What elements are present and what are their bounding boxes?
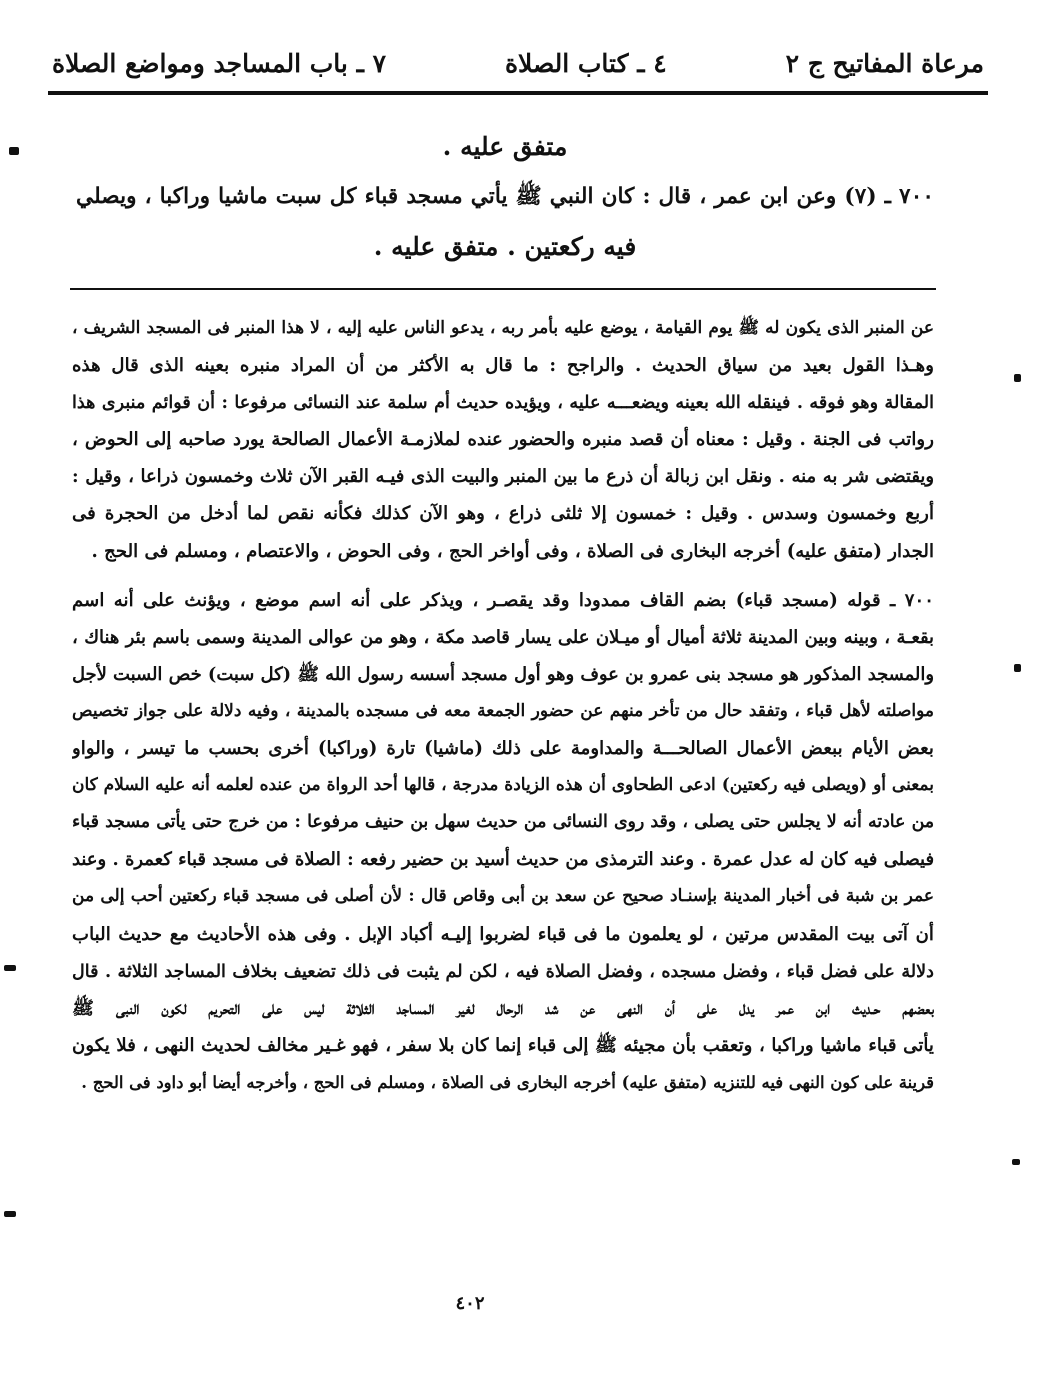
commentary-line: يأتى قباء ماشيا وراكبا ، وتعقب بأن مجيئه ﷺ إلى قباء إنما كان بلا سفر ، فهو غـير مخالف لحديث النهى ، فلا يكون: [72, 1034, 934, 1056]
page-number: ٤٠٢: [455, 1293, 485, 1314]
book-title: مرعاة المفاتيح ج ٢: [785, 48, 984, 78]
commentary-line: مواصلته لأهل قباء ، وتفقد حال من تأخر منهم عن حضور الجمعة معه فى مسجده بالمدينة ، وفيه دلالة على جواز تخصيص: [72, 700, 934, 721]
margin-mark: [1012, 1159, 1020, 1165]
commentary-line: بقعـة ، وبينه وبين المدينة ثلاثة أميال أو ميـلان على يسار قاصد مكة ، وهو من عوالى المدينة وسمى باسم بئر هناك ،: [72, 626, 934, 648]
commentary-line: من عادته أنه لا يجلس حتى يصلى ، وقد روى النسائى من حديث سهل بن حنيف مرفوعا : من خرج حتى يأتى مسجد قباء: [72, 812, 934, 833]
commentary-line: قرينة على كون النهى فيه للتنزيه (متفق عليه) أخرجه البخارى فى الصلاة ، ومسلم فى الحج ، وأخرجه أيضا أبو داود فى الحج .: [81, 1072, 934, 1092]
commentary: [72, 310, 934, 1101]
commentary-line: عمر بن شبة فى أخبار المدينة بإسنـاد صحيح عن سعد بن أبى وقاص قال : لأن أصلى فى مسجد قباء ركعتين أحب إلى من: [72, 886, 934, 907]
commentary-line: وهـذا القول بعيد من سياق الحديث . والراجح : ما قال به الأكثر من أن المراد منبره بعينه الذى قال هذه: [72, 355, 934, 377]
commentary-line: والمسجد المذكور هو مسجد بنى عمرو بن عوف وهو أول مسجد أسسه رسول الله ﷺ (كل سبت) خص السبت لأجل: [72, 663, 934, 685]
commentary-line: ٧٠٠ ـ قوله (مسجد قباء) بضم القاف ممدودا وقد يقصـر ، ويذكر على أنه اسم موضع ، ويؤنث على أنه اسم: [72, 589, 934, 611]
main-text-line: ٧٠٠ ـ (٧) وعن ابن عمر ، قال : كان النبي ﷺ يأتي مسجد قباء كل سبت ماشيا وراكبا ، ويصلي: [76, 184, 934, 209]
commentary-line: دلالة على فضل قباء ، وفضل مسجده ، وفضل الصلاة فيه ، لكن لم يثبت فى ذلك تضعيف بخلاف المساجد الثلاثة . قال: [72, 960, 934, 982]
kitab-title: ٤ ـ كتاب الصلاة: [504, 48, 667, 78]
bab-title: ٧ ـ باب المساجد ومواضع الصلاة: [52, 48, 387, 78]
running-header: [52, 40, 984, 86]
paragraph-gap: [72, 570, 934, 582]
commentary-line: أربع وخمسون وسدس . وقيل : خمسون إلا ثلثى ذراع ، وهو الآن كذلك فكأنه نقص لما أدخل من الحجرة فى: [72, 503, 934, 525]
commentary-line: بمعنى أو (ويصلى فيه ركعتين) ادعى الطحاوى أن هذه الزيادة مدرجة ، قالها أحد الرواة من عنده لعلمه أنه عليه السلام كان: [72, 775, 934, 796]
margin-mark: [9, 147, 19, 155]
main-text-line: فيه ركعتين . متفق عليه .: [373, 232, 637, 261]
commentary-line: رواتب فى الجنة . وقيل : معناه أن قصد منبره والحضور عنده لملازمـة الأعمال الصالحة يورد صاحبه إلى الحوض ،: [72, 429, 934, 451]
commentary-line: ويقتضى شر به منه . ونقل ابن زبالة أن ذرع ما بين المنبر والبيت الذى فيـه القبر الآن ثلاث وخمسون ذراعا ، وقيل :: [72, 466, 934, 488]
commentary-line: المقالة وهو فوقه . فينقله الله بعينه ويضعـــه عليه ، ويؤيده حديث أم سلمة عند النسائى مرفوعا : أن قوائم منبرى هذا: [72, 392, 934, 414]
margin-mark: [4, 1211, 16, 1217]
margin-mark: [4, 965, 16, 971]
commentary-line: فيصلى فيه كان له عدل عمرة . وعند الترمذى من حديث أسيد بن حضير رفعه : الصلاة فى مسجد قباء كعمرة . وعند: [72, 849, 934, 871]
margin-mark: [1014, 374, 1021, 382]
commentary-line: بعض الأيام ببعض الأعمال الصالحـــة والمداومة على ذلك (ماشيا) تارة (وراكبا) أخرى بحسب ما تيسر ، والواو: [72, 738, 934, 760]
commentary-line: أن آتى بيت المقدس مرتين ، لو يعلمون ما فى قباء لضربوا إليـه أكباد الإبل . وفى هذه الأحاديث مع حديث الباب: [72, 923, 934, 945]
header-rule: [48, 91, 988, 95]
margin-mark: [1014, 664, 1021, 672]
commentary-separator-rule: [70, 288, 936, 290]
main-text-line: متفق عليه .: [442, 132, 568, 161]
commentary-line: الجدار (متفق عليه) أخرجه البخارى فى الصلاة ، وفى أواخر الحج ، وفى الحوض ، والاعتصام ، ومسلم فى الحج .: [91, 540, 934, 562]
commentary-line: عن المنبر الذى يكون له ﷺ يوم القيامة ، يوضع عليه بأمر ربه ، يدعو الناس عليه إليه ، لا هذا المنبر فى المسجد الشريف ،: [72, 318, 934, 338]
hadith-main-text: [76, 122, 934, 272]
commentary-line: بعضهم حـديث ابن عمر يدل على أن النهى عن شد الرحال لغير المساجد الثلاثة ليس على التحريم لكون النبى ﷺ: [72, 997, 934, 1019]
